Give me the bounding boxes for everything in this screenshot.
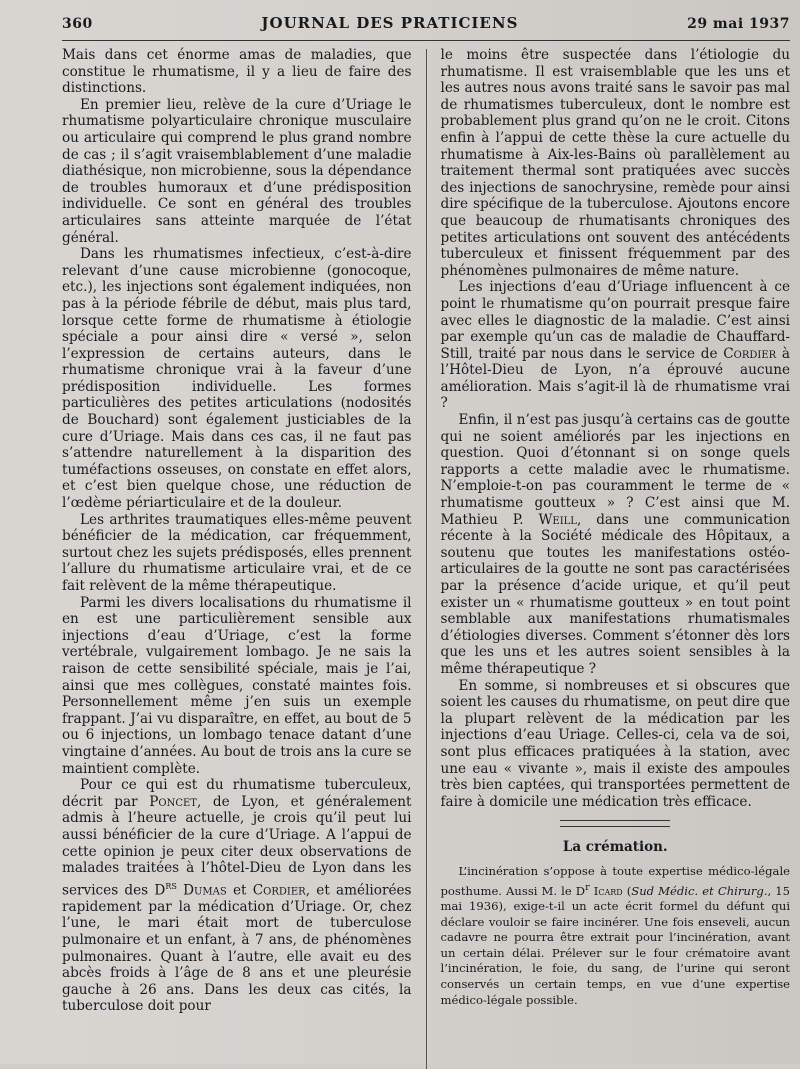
left-paragraph-2: En premier lieu, relève de la cure d’Uriage le rhumatisme polyarticulaire chronique musculaire ou articulaire qui comprend le plus grand nombre de cas ; il s’agit vraisemblablement d’une maladie diathésique, non microbienne, sous la dépendance de troubles humoraux et d’une prédisposition individuelle. Ce sont en général des troubles articulaires sans atteinte marquée de l’état général. bbox=[62, 96, 412, 246]
issue-date: 29 mai 1937 bbox=[687, 16, 790, 32]
text-run: , de Lyon, et généralement admis à l’heure actuelle, je crois qu’il peut lui aussi bénéficier de la cure d’Uriage. A l’appui de cette opinion je peux citer deux observations de malades traitées à l’hôtel-Dieu de Lyon dans les services des D bbox=[62, 793, 412, 899]
text-run: , et améliorées rapidement par la médication d’Uriage. Or, chez l’une, le mari était mort de tuberculose pulmonaire et un enfant, à 7 ans, de phénomènes pulmonaires. Quant à l’autre, elle avait eu des abcès froids à l’âge de 8 ans et une pleurésie gauche à 26 ans. Dans les deux cas cités, la tuberculose doit pour bbox=[62, 882, 412, 1015]
column-separator bbox=[426, 49, 427, 1069]
text-run: , dans une communication récente à la Société médicale des Hôpitaux, a soutenu que toutes les manifestations ostéo-articulaires de la goutte ne sont pas caractérisées par la présence d’acide urique, et qu’il peut exister un « rhumatisme goutteux » en tout point semblable aux manifestations rhumatismales d’étiologies diverses. Comment s’étonner dès lors que les uns et les autres soient sensibles à la même thérapeutique ? bbox=[440, 511, 791, 677]
superscript-rs: rs bbox=[165, 877, 177, 892]
header-rule bbox=[62, 40, 790, 41]
left-paragraph-3: Dans les rhumatismes infectieux, c’est-à-dire relevant d’une cause microbienne (gonocoque, etc.), les injections sont également indiquées, non pas à la période fébrile de début, mais plus tard, lorsque cette forme de rhumatisme à étiologie spéciale a pour ainsi dire « versé », selon l’expression de certains auteurs, dans le rhumatisme chronique vrai à la faveur d’une prédisposition individuelle. Les formes particulières des petites articulations (nodosités de Bouchard) sont également justiciables de la cure d’Uriage. Mais dans ces cas, il ne faut pas s’attendre naturellement à la disparition des tuméfactions osseuses, on constate en effet alors, et c’est bien quelque chose, une réduction de l’œdème périarticulaire et de la douleur. bbox=[62, 246, 412, 512]
right-paragraph-3 bbox=[441, 412, 791, 678]
left-paragraph-5: Parmi les divers localisations du rhumatisme il en est une particulièrement sensible aux injections d’eau d’Uriage, c’est la forme vertébrale, vulgairement lombago. Je ne sais la raison de cette sensibilité spéciale, mais je l’ai, ainsi que mes collègues, constaté maintes fois. Personnellement même j’en suis un exemple frappant. J’ai vu disparaître, en effet, au bout de 5 ou 6 injections, un lombago tenace datant d’une vingtaine d’années. Au bout de trois ans la cure se maintient complète. bbox=[62, 594, 412, 777]
right-column bbox=[441, 47, 791, 1069]
text-run: et bbox=[226, 882, 253, 899]
author-poncet: Poncet bbox=[149, 793, 197, 810]
section-ornament bbox=[560, 820, 670, 827]
right-paragraph-1: le moins être suspectée dans l’étiologie du rhumatisme. Il est vraisemblable que les uns et les autres nous avons traité sans le savoir pas mal de rhumatismes tuberculeux, dont le nombre est probablement plus grand qu’on ne le croit. Citons enfin à l’appui de cette thèse la cure actuelle du rhumatisme à Aix-les-Bains où parallèlement au traitement thermal sont pratiquées avec succès des injections de sanochrysine, remède pour ainsi dire spécifique de la tuberculose. Ajoutons encore que beaucoup de rhumatisants chroniques des petites articulations ont souvent des antécédents tuberculeux et finissent fréquemment par des phénomènes pulmonaires de même nature. bbox=[440, 47, 791, 279]
text-run: Enfin, il n’est pas jusqu’à certains cas de goutte qui ne soient améliorés par les injections en question. Quoi d’étonnant si on songe quels rapports a cette maladie avec le rhumatisme. N’emploie-t-on pas couramment le terme de « rhumatisme goutteux » ? C’est ainsi que M. Mathieu P. bbox=[440, 412, 791, 528]
page-number: 360 bbox=[62, 16, 93, 32]
author-cordier: Cordier bbox=[252, 882, 306, 899]
text-run: Les injections d’eau d’Uriage influencent à ce point le rhumatisme qu’on pourrait presque faire avec elles le diagnostic de la maladie. C’est ainsi par exemple qu’un cas de maladie de Chauffard-Still, traité par nous dans le service de bbox=[440, 279, 791, 362]
left-paragraph-4: Les arthrites traumatiques elles-même peuvent bénéficier de la médication, car fréquemment, surtout chez les sujets prédisposés, elles prennent l’allure du rhumatisme articulaire vrai, et de ce fait relèvent de la même thérapeutique. bbox=[62, 511, 412, 594]
cremation-title: La crémation. bbox=[562, 839, 668, 856]
left-paragraph-1: Mais dans cet énorme amas de maladies, que constitue le rhumatisme, il y a lieu de faire des distinctions. bbox=[62, 47, 412, 97]
text-run: , 15 mai 1936) bbox=[440, 883, 791, 913]
left-column bbox=[62, 47, 412, 1069]
author-weill: Weill bbox=[538, 511, 577, 528]
right-paragraph-4: En somme, si nombreuses et si obscures que soient les causes du rhumatisme, on peut dire que la plupart relèvent de la médication par les injections d’eau Uriage. Celles-ci, cela va de soi, sont plus efficaces pratiquées à la station, avec une eau « vivante », mais il existe des ampoules très bien captées, qui transportées permettent de faire à domicile une médication très efficace. bbox=[440, 677, 791, 810]
author-icard: Icard bbox=[593, 883, 623, 898]
journal-title: JOURNAL DES PRATICIENS bbox=[261, 14, 519, 32]
text-run: Pour ce qui est du rhumatisme tuberculeux, décrit par bbox=[62, 777, 412, 810]
source-journal: Sud Médic. et Chirurg. bbox=[631, 883, 768, 898]
text-run: à l’Hôtel-Dieu de Lyon, n’a éprouvé aucune amélioration. Mais s’agit-il là de rhumatisme vrai ? bbox=[440, 345, 791, 412]
author-cordier: Cordier bbox=[723, 345, 777, 362]
two-column-body bbox=[62, 47, 790, 1069]
cremation-article bbox=[441, 864, 791, 1008]
cremation-paragraph bbox=[441, 864, 791, 1008]
superscript-r: r bbox=[585, 881, 590, 893]
author-dumas: Dumas bbox=[183, 882, 227, 899]
page-header bbox=[62, 14, 790, 40]
left-paragraph-6 bbox=[62, 777, 412, 1015]
text-run: L’incinération s’oppose à toute expertise médico-légale posthume. Aussi M. le D bbox=[440, 863, 791, 898]
text-run: ( bbox=[622, 883, 632, 898]
text-run: , exige-t-il un acte écrit formel du défunt qui déclare vouloir se faire incinérer. Une fois enseveli, aucun cadavre ne pourra être extrait pour l’incinération, avant un certain délai. Prélever sur le four crématoire avant l’incinération, le foie, du sang, de l’urine qui seront conservés un certain temps, en vue d’une expertise médico-légale possible. bbox=[440, 898, 791, 1007]
right-paragraph-2 bbox=[441, 279, 791, 412]
